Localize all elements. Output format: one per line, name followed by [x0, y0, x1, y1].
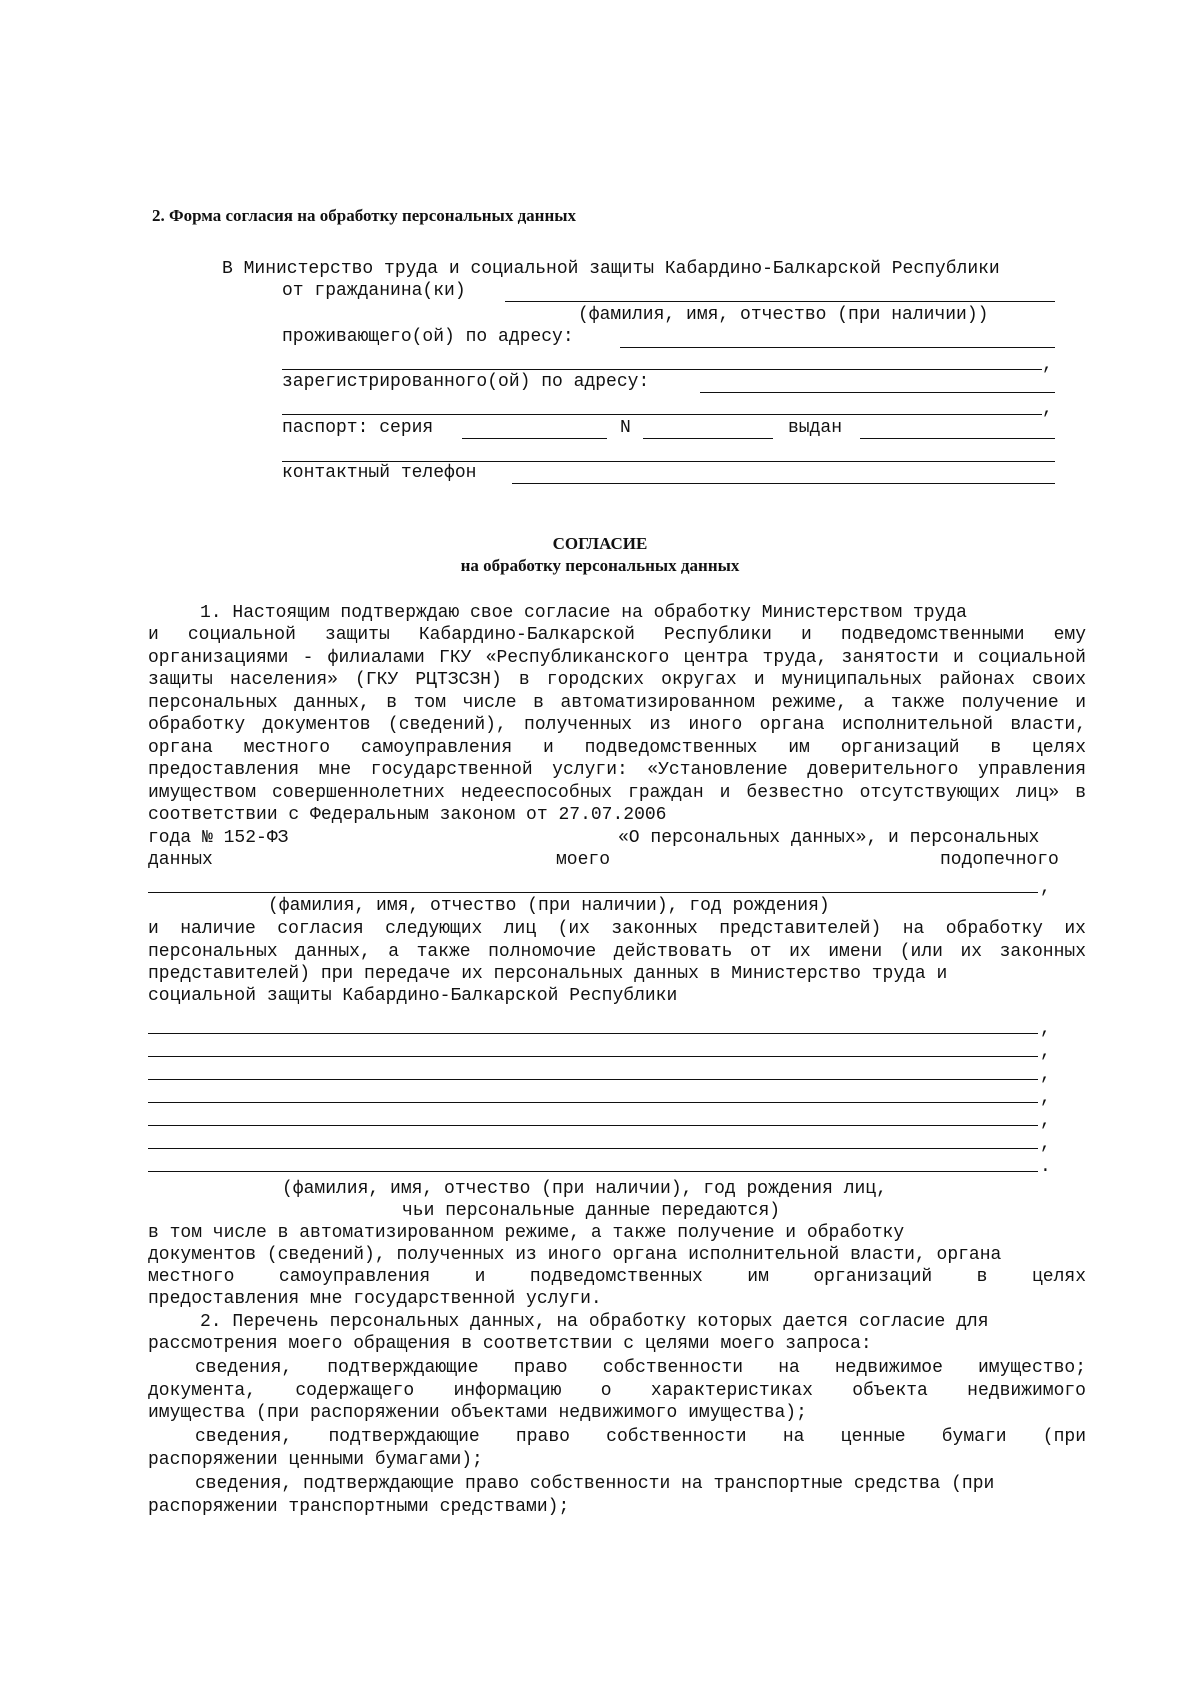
- person-line-1[interactable]: [148, 1033, 1038, 1034]
- item3-line-2: распоряжении транспортными средствами);: [148, 1497, 570, 1517]
- phone-label: контактный телефон: [282, 463, 477, 483]
- ward-field-line[interactable]: [148, 892, 1038, 893]
- persons-hint-1: (фамилия, имя, отчество (при наличии), год рождения лиц,: [282, 1179, 887, 1199]
- consent-title: СОГЛАСИЕ: [552, 534, 648, 553]
- person-comma-4: ,: [1040, 1088, 1051, 1108]
- person-line-3[interactable]: [148, 1079, 1038, 1080]
- after-line-2: документов (сведений), полученных из иного органа исполнительной власти, органа: [148, 1245, 1002, 1265]
- person-period: .: [1040, 1157, 1051, 1177]
- person-line-5[interactable]: [148, 1125, 1038, 1126]
- item2-line-1: сведения, подтверждающие право собственности на ценные бумаги (при: [195, 1427, 1086, 1447]
- after-line-4: предоставления мне государственной услуги.: [148, 1289, 602, 1309]
- ward-word-2: моего: [556, 850, 611, 870]
- law-left: года № 152-ФЗ: [148, 828, 289, 848]
- section-heading: 2. Форма согласия на обработку персональных данных: [152, 206, 577, 225]
- from-label: от гражданина(ки): [282, 281, 466, 301]
- ward-word-3: подопечного: [940, 850, 1059, 870]
- consent-text-last: социальной защиты Кабардино-Балкарской Республики: [148, 986, 678, 1006]
- passport-number-label: N: [620, 418, 631, 438]
- registered-field-line-2[interactable]: [282, 414, 1042, 415]
- registered-comma: ,: [1042, 399, 1053, 419]
- person-line-4[interactable]: [148, 1102, 1038, 1103]
- after-line-3: местного самоуправления и подведомственных им организаций в целях: [148, 1267, 1086, 1287]
- registered-field-line-1[interactable]: [700, 392, 1055, 393]
- residence-comma: ,: [1042, 355, 1053, 375]
- after-line-1: в том числе в автоматизированном режиме, а также получение и обработку: [148, 1223, 905, 1243]
- residence-field-line-2[interactable]: [282, 369, 1042, 370]
- person-comma-1: ,: [1040, 1019, 1051, 1039]
- p1-body: и социальной защиты Кабардино-Балкарской Республики и подведомственными ему организациями - филиалами ГКУ «Республиканского центра труда, занятости и социальной защиты населения» (ГКУ РЦТЗСЗН) в городских округах и муниципальных районах своих персональных данных, в том числе в автоматизированном режиме, а также получение и обработку документов (сведений), полученных из иного органа исполнительной власти, органа местного самоуправления и подведомственных им организаций в целях предоставления мне государственной услуги: «Установление доверительного управления имуществом совершеннолетних недееспособных граждан и безвестно отсутствующих лиц» в соответствии с Федеральным законом от 27.07.2006: [148, 625, 1086, 825]
- recipient-line: В Министерство труда и социальной защиты Кабардино-Балкарской Республики: [222, 259, 1000, 279]
- from-field-line[interactable]: [505, 301, 1055, 302]
- person-comma-3: ,: [1040, 1065, 1051, 1085]
- persons-hint-2: чьи персональные данные передаются): [402, 1201, 781, 1221]
- item1-line-1: сведения, подтверждающие право собственности на недвижимое имущество;: [195, 1358, 1086, 1378]
- item1-line-2: документа, содержащего информацию о характеристиках объекта недвижимого: [148, 1381, 1086, 1401]
- person-line-7[interactable]: [148, 1171, 1038, 1172]
- passport-label: паспорт: серия: [282, 418, 434, 438]
- item3-line-1: сведения, подтверждающие право собственности на транспортные средства (при: [195, 1474, 995, 1494]
- item2-line-2: распоряжении ценными бумагами);: [148, 1450, 483, 1470]
- passport-number-line[interactable]: [643, 438, 773, 439]
- person-comma-2: ,: [1040, 1042, 1051, 1062]
- passport-issued-line-1[interactable]: [860, 438, 1055, 439]
- ward-hint: (фамилия, имя, отчество (при наличии), год рождения): [268, 896, 830, 916]
- passport-issued-label: выдан: [788, 418, 843, 438]
- p2-line-2: рассмотрения моего обращения в соответствии с целями моего запроса:: [148, 1334, 872, 1354]
- passport-series-line[interactable]: [462, 438, 607, 439]
- person-comma-6: ,: [1040, 1134, 1051, 1154]
- from-hint: (фамилия, имя, отчество (при наличии)): [578, 305, 989, 325]
- law-right: «О персональных данных», и персональных: [618, 828, 1040, 848]
- item1-line-3: имущества (при распоряжении объектами недвижимого имущества);: [148, 1403, 807, 1423]
- ward-word-1: данных: [148, 850, 213, 870]
- p2-line-1: 2. Перечень персональных данных, на обработку которых дается согласие для: [200, 1312, 989, 1332]
- consent-text: и наличие согласия следующих лиц (их законных представителей) на обработку их персональных данных, а также полномочие действовать от их имени (или их законных представителей) при передаче их персональных данных в Министерство труда и: [148, 919, 1086, 984]
- consent-subtitle: на обработку персональных данных: [460, 556, 740, 575]
- p1-first-line: 1. Настоящим подтверждаю свое согласие на обработку Министерством труда: [200, 603, 967, 623]
- ward-comma: ,: [1040, 878, 1051, 898]
- person-comma-5: ,: [1040, 1111, 1051, 1131]
- residence-label: проживающего(ой) по адресу:: [282, 327, 574, 347]
- phone-field-line[interactable]: [512, 483, 1055, 484]
- registered-label: зарегистрированного(ой) по адресу:: [282, 372, 650, 392]
- person-line-2[interactable]: [148, 1056, 1038, 1057]
- residence-field-line-1[interactable]: [620, 347, 1055, 348]
- person-line-6[interactable]: [148, 1148, 1038, 1149]
